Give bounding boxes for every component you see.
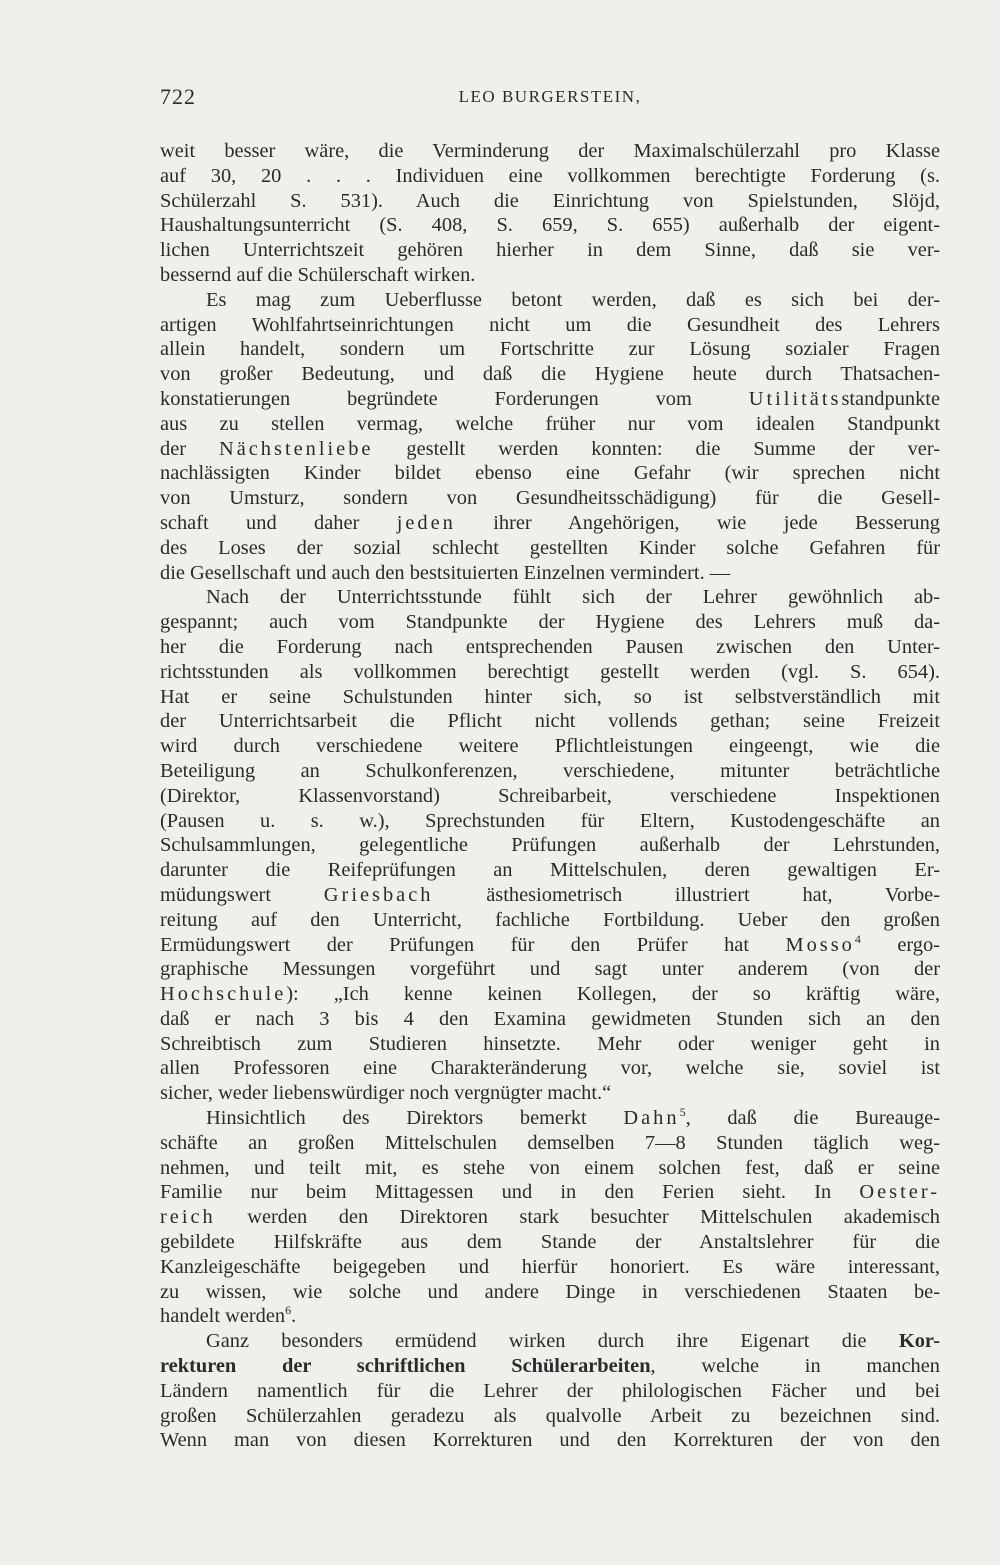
text-segment: aus zu stellen vermag, welche früher nur vom idealen Standpunkt (160, 412, 940, 435)
text-line (160, 1007, 940, 1032)
text-segment: ihrer Angehörigen, wie jede Besserung (455, 511, 940, 534)
page-header (160, 84, 940, 114)
text-segment: Nächstenliebe (218, 437, 374, 460)
text-line (160, 908, 940, 933)
text-segment: bessernd auf die Schülerschaft wirken. (160, 263, 476, 286)
text-line (160, 759, 940, 784)
text-line (160, 933, 940, 958)
text-segment: Es mag zum Ueberflusse betont werden, daß es sich bei der- (206, 288, 940, 311)
text-segment: Hat er seine Schulstunden hinter sich, so ist selbstverständlich mit (160, 685, 940, 708)
text-line (160, 1056, 940, 1081)
text-line (160, 685, 940, 710)
text-segment: des Loses der sozial schlecht gestellten Kinder solche Gefahren für (160, 536, 940, 559)
text-line (160, 982, 940, 1007)
text-segment: . (291, 1305, 297, 1328)
text-segment: Hochschule (160, 983, 287, 1006)
text-segment: her die Forderung nach entsprechenden Pausen zwischen den Unter- (160, 635, 940, 658)
text-line (160, 1304, 940, 1329)
text-segment: artigen Wohlfahrtseinrichtungen nicht um die Gesundheit des Lehrers (160, 313, 940, 336)
text-segment: ästhesiometrisch illustriert hat, Vorbe- (433, 883, 940, 906)
text-line (160, 1180, 940, 1205)
text-line (160, 883, 940, 908)
text-segment: Familie nur beim Mittagessen und in den Ferien sieht. In (160, 1181, 860, 1204)
running-head: LEO BURGERSTEIN, (458, 87, 642, 106)
text-line (160, 585, 940, 610)
footnote-marker: 5 (679, 1105, 686, 1120)
text-segment: Beteiligung an Schulkonferenzen, verschiedene, mitunter beträchtliche (160, 759, 940, 782)
text-line (160, 337, 940, 362)
text-line (160, 263, 940, 288)
text-segment: Schülerzahl S. 531). Auch die Einrichtung von Spielstunden, Slöjd, (160, 189, 940, 212)
text-line (160, 1280, 940, 1305)
text-segment: ): „Ich kenne keinen Kollegen, der so kräftig wäre, (286, 983, 940, 1006)
text-line (160, 213, 940, 238)
text-segment: nachlässigten Kinder bildet ebenso eine Gefahr (wir sprechen nicht (160, 462, 940, 485)
text-segment: standpunkte (841, 387, 940, 410)
text-segment: gestellt werden konnten: die Summe der ver- (373, 437, 940, 460)
text-segment: schäfte an großen Mittelschulen demselben 7—8 Stunden täglich weg- (160, 1131, 940, 1154)
body-text (160, 139, 940, 1453)
text-line (160, 387, 940, 412)
text-line (160, 1428, 940, 1453)
text-line (160, 709, 940, 734)
text-segment: Schreibtisch zum Studieren hinsetzte. Mehr oder weniger geht in (160, 1032, 940, 1055)
text-line (160, 1329, 940, 1354)
text-line (160, 288, 940, 313)
text-segment: (Direktor, Klassenvorstand) Schreibarbeit, verschiedene Inspektionen (160, 784, 940, 807)
text-segment: Utilitäts (748, 387, 842, 410)
text-segment: Mosso (785, 933, 855, 956)
text-segment: großen Schülerzahlen geradezu als qualvolle Arbeit zu bezeichnen sind. (160, 1404, 940, 1427)
text-segment: schaft und daher (160, 511, 397, 534)
text-segment: Kanzleigeschäfte beigegeben und hierfür honoriert. Es wäre interessant, (160, 1255, 940, 1278)
text-segment: zu wissen, wie solche und andere Dinge in verschiedenen Staaten be- (160, 1280, 940, 1303)
text-segment: allen Professoren eine Charakteränderung vor, welche sie, soviel ist (160, 1057, 940, 1080)
text-line (160, 610, 940, 635)
text-segment: ergo- (860, 933, 940, 956)
page-number: 722 (160, 84, 196, 109)
text-segment: Ländern namentlich für die Lehrer der philologischen Fächer und bei (160, 1379, 940, 1402)
text-line (160, 461, 940, 486)
text-segment: der (160, 437, 219, 460)
text-line (160, 734, 940, 759)
text-segment: Wenn man von diesen Korrekturen und den Korrekturen der von den (160, 1429, 940, 1452)
text-segment: konstatierungen begründete Forderungen vom (160, 387, 749, 410)
footnote-marker: 6 (285, 1303, 292, 1318)
text-segment: darunter die Reifeprüfungen an Mittelschulen, deren gewaltigen Er- (160, 859, 940, 882)
text-line (160, 1230, 940, 1255)
text-line (160, 1131, 940, 1156)
text-segment: daß er nach 3 bis 4 den Examina gewidmeten Stunden sich an den (160, 1007, 940, 1030)
text-segment: Oester- (859, 1181, 940, 1204)
text-segment: sicher, weder liebenswürdiger noch vergnügter macht.“ (160, 1082, 612, 1105)
text-line (160, 1081, 940, 1106)
text-segment: der Unterrichtsarbeit die Pflicht nicht vollends gethan; seine Freizeit (160, 710, 940, 733)
text-segment: (Pausen u. s. w.), Sprechstunden für Eltern, Kustodengeschäfte an (160, 809, 940, 832)
text-segment: Haushaltungsunterricht (S. 408, S. 659, S. 655) außerhalb der eigent- (160, 214, 940, 237)
text-segment: von Umsturz, sondern von Gesundheitsschädigung) für die Gesell- (160, 487, 940, 510)
text-line (160, 362, 940, 387)
text-line (160, 858, 940, 883)
text-segment: reitung auf den Unterricht, fachliche Fortbildung. Ueber den großen (160, 908, 940, 931)
text-segment: reich (160, 1206, 216, 1229)
text-line (160, 139, 940, 164)
text-line (160, 1156, 940, 1181)
text-line (160, 833, 940, 858)
text-line (160, 1205, 940, 1230)
text-segment: auf 30, 20 . . . Individuen eine vollkommen berechtigte Forderung (s. (160, 164, 940, 187)
text-line (160, 313, 940, 338)
text-line (160, 486, 940, 511)
text-line (160, 561, 940, 586)
text-line (160, 536, 940, 561)
text-segment: müdungswert (160, 883, 324, 906)
text-segment: Griesbach (323, 883, 434, 906)
text-segment: Dahn (623, 1107, 680, 1130)
text-line (160, 1106, 940, 1131)
text-segment: graphische Messungen vorgeführt und sagt unter anderem (von der (160, 958, 940, 981)
text-segment: jeden (396, 511, 456, 534)
text-segment: rekturen der schriftlichen Schülerarbeiten (160, 1355, 651, 1378)
text-segment: Nach der Unterrichtsstunde fühlt sich der Lehrer gewöhnlich ab- (206, 586, 940, 609)
text-segment: die Gesellschaft und auch den bestsituierten Einzelnen vermindert. — (160, 561, 731, 584)
text-segment: weit besser wäre, die Verminderung der Maximalschülerzahl pro Klasse (160, 140, 940, 162)
text-line (160, 1404, 940, 1429)
text-segment: Schulsammlungen, gelegentliche Prüfungen außerhalb der Lehrstunden, (160, 834, 940, 857)
text-segment: lichen Unterrichtszeit gehören hierher in dem Sinne, daß sie ver- (160, 239, 940, 262)
text-segment: gespannt; auch vom Standpunkte der Hygiene des Lehrers muß da- (160, 611, 940, 634)
text-line (160, 784, 940, 809)
text-segment: richtsstunden als vollkommen berechtigt gestellt werden (vgl. S. 654). (160, 660, 940, 683)
text-segment: von großer Bedeutung, und daß die Hygiene heute durch Thatsachen- (160, 363, 940, 386)
text-line (160, 412, 940, 437)
text-segment: werden den Direktoren stark besuchter Mittelschulen akademisch (215, 1206, 940, 1229)
text-segment: , welche in manchen (650, 1355, 940, 1378)
text-line (160, 189, 940, 214)
text-line (160, 1032, 940, 1057)
text-segment: nehmen, und teilt mit, es stehe von einem solchen fest, daß er seine (160, 1156, 940, 1179)
text-line (160, 1354, 940, 1379)
text-line (160, 660, 940, 685)
text-segment: handelt werden (160, 1305, 286, 1328)
text-line (160, 809, 940, 834)
text-segment: wird durch verschiedene weitere Pflichtleistungen eingeengt, wie die (160, 735, 940, 758)
text-line (160, 511, 940, 536)
text-line (160, 164, 940, 189)
text-segment: Hinsichtlich des Direktors bemerkt (206, 1107, 624, 1130)
text-line (160, 238, 940, 263)
text-line (160, 957, 940, 982)
text-segment: , daß die Bureauge- (685, 1107, 940, 1130)
text-line (160, 635, 940, 660)
text-segment: gebildete Hilfskräfte aus dem Stande der Anstaltslehrer für die (160, 1231, 940, 1254)
text-segment: Ganz besonders ermüdend wirken durch ihre Eigenart die (206, 1330, 899, 1353)
footnote-marker: 4 (854, 931, 861, 946)
text-line (160, 437, 940, 462)
text-line (160, 1379, 940, 1404)
text-segment: allein handelt, sondern um Fortschritte zur Lösung sozialer Fragen (160, 338, 940, 361)
text-segment: Ermüdungswert der Prüfungen für den Prüfer hat (160, 933, 786, 956)
text-line (160, 1255, 940, 1280)
text-segment: Kor- (898, 1330, 940, 1353)
